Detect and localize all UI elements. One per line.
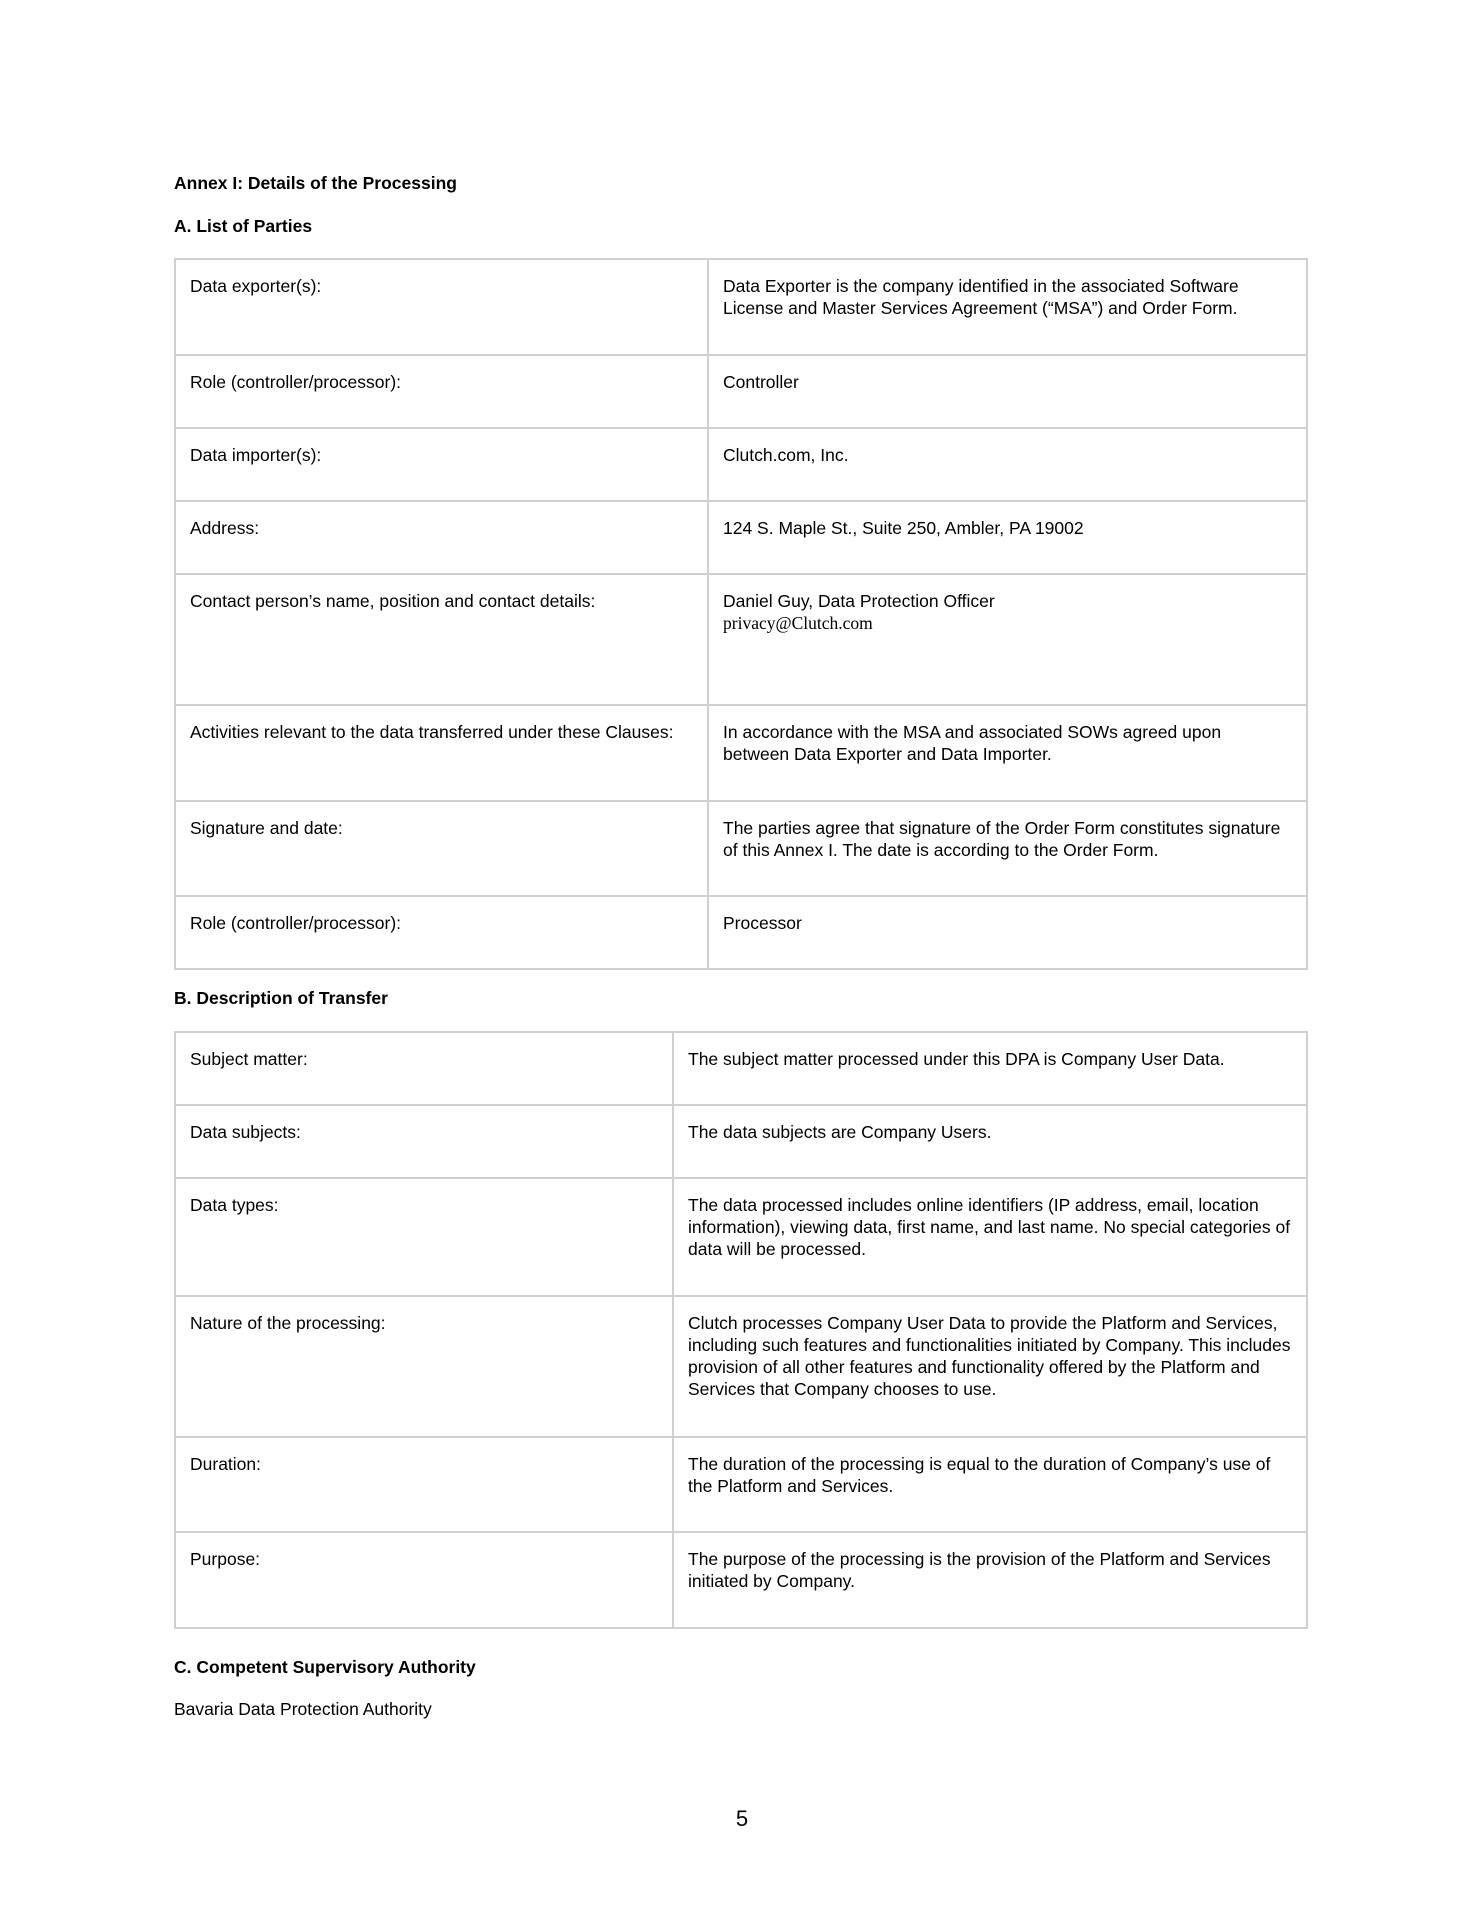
row-label: Purpose: [175,1532,673,1628]
annex-title: Annex I: Details of the Processing [174,173,457,193]
row-value: Processor [708,896,1307,969]
table-row [175,501,1307,574]
row-label: Data types: [175,1178,673,1296]
row-value: The parties agree that signature of the Order Form constitutes signature of this Annex I. The date is according to the Order Form. [708,801,1307,896]
row-label: Address: [175,501,708,574]
row-label: Nature of the processing: [175,1296,673,1437]
row-value: Clutch.com, Inc. [708,428,1307,501]
supervisory-authority: Bavaria Data Protection Authority [174,1699,432,1719]
table-row [175,428,1307,501]
row-label: Data subjects: [175,1105,673,1178]
table-row [175,1532,1307,1628]
row-value: Data Exporter is the company identified in the associated Software License and Master Services Agreement (“MSA”) and Order Form. [708,259,1307,355]
row-label: Signature and date: [175,801,708,896]
row-label: Data exporter(s): [175,259,708,355]
row-label: Contact person’s name, position and contact details: [175,574,708,705]
row-value: Clutch processes Company User Data to provide the Platform and Services, including such features and functionalities initiated by Company. This includes provision of all other features and functionality offered by the Platform and Services that Company chooses to use. [673,1296,1307,1437]
row-value: 124 S. Maple St., Suite 250, Ambler, PA 19002 [708,501,1307,574]
table-row [175,259,1307,355]
table-row [175,1178,1307,1296]
table-row [175,1032,1307,1105]
row-value: Controller [708,355,1307,428]
table-row [175,705,1307,801]
row-label: Role (controller/processor): [175,896,708,969]
contact-name: Daniel Guy, Data Protection Officer [723,591,995,611]
row-value: The purpose of the processing is the provision of the Platform and Services initiated by Company. [673,1532,1307,1628]
contact-email: privacy@Clutch.com [723,613,873,633]
row-label: Subject matter: [175,1032,673,1105]
section-b-heading: B. Description of Transfer [174,988,388,1008]
row-value: The subject matter processed under this DPA is Company User Data. [673,1032,1307,1105]
page-number: 5 [735,1806,749,1831]
table-row [175,1105,1307,1178]
list-of-parties-table [174,258,1308,970]
description-of-transfer-table [174,1031,1308,1629]
row-label: Duration: [175,1437,673,1532]
row-label: Activities relevant to the data transferred under these Clauses: [175,705,708,801]
row-value: The duration of the processing is equal to the duration of Company’s use of the Platform and Services. [673,1437,1307,1532]
table-row [175,801,1307,896]
row-value: The data processed includes online identifiers (IP address, email, location information), viewing data, first name, and last name. No special categories of data will be processed. [673,1178,1307,1296]
table-row [175,1296,1307,1437]
row-value: The data subjects are Company Users. [673,1105,1307,1178]
row-value [708,574,1307,705]
row-value: In accordance with the MSA and associated SOWs agreed upon between Data Exporter and Data Importer. [708,705,1307,801]
row-label: Role (controller/processor): [175,355,708,428]
section-a-heading: A. List of Parties [174,216,313,236]
table-row [175,1437,1307,1532]
table-row [175,574,1307,705]
table-row [175,355,1307,428]
section-c-heading: C. Competent Supervisory Authority [174,1657,476,1677]
table-row [175,896,1307,969]
row-label: Data importer(s): [175,428,708,501]
